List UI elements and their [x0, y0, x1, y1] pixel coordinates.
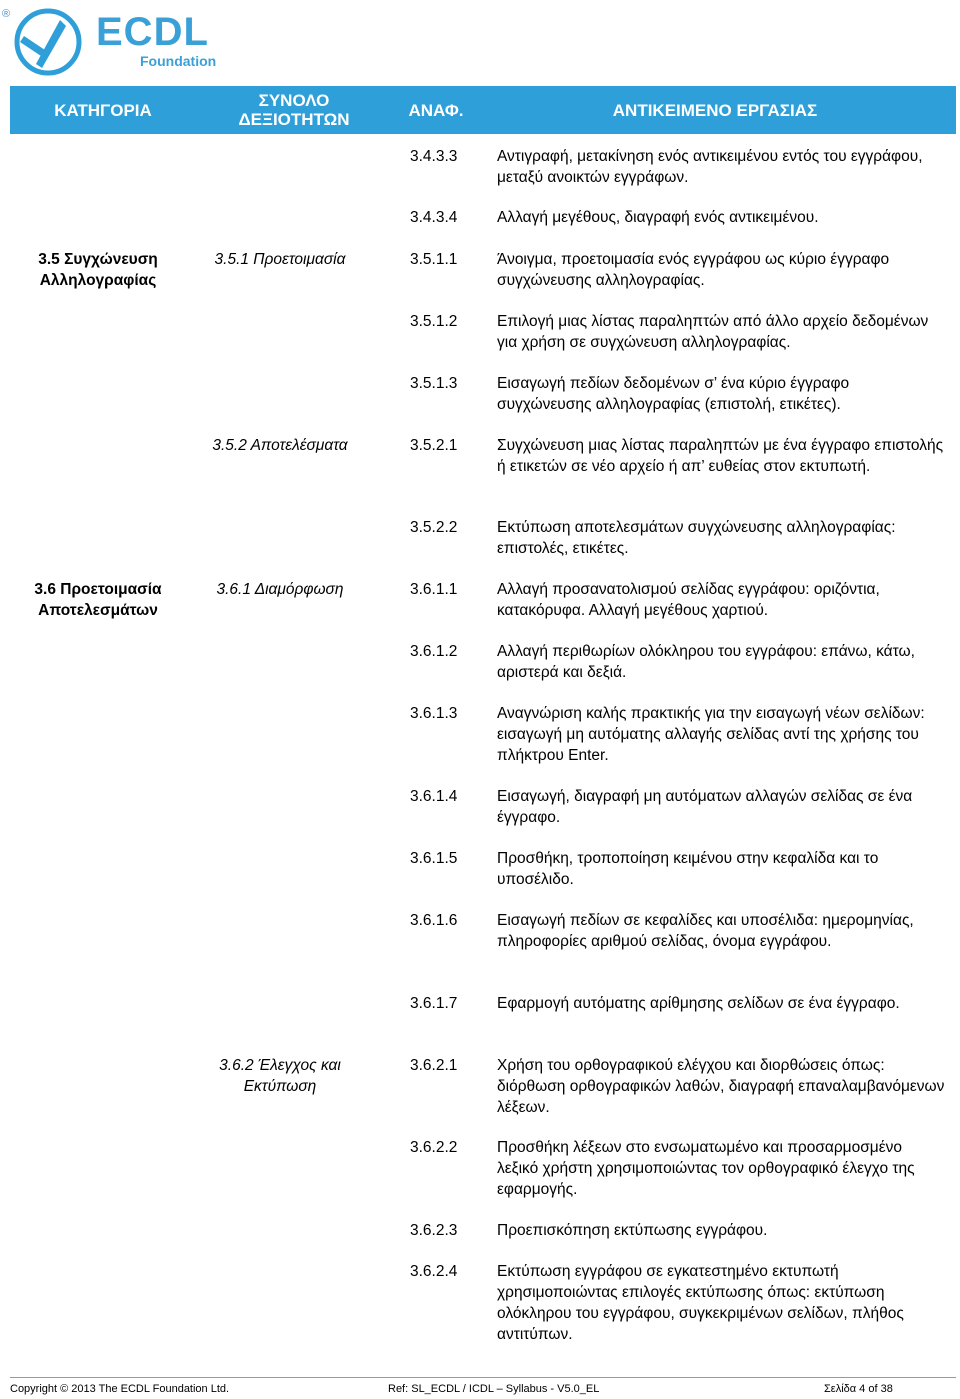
header-ref: ΑΝΑΦ. — [408, 100, 464, 120]
logo-wordmark: ECDL — [96, 10, 209, 54]
row-task: Προσθήκη λέξεων στο ενσωματωμένο και προσαρμοσμένο λεξικό χρήστη χρησιμοποιώντας τον ορθογραφικό έλεγχο της εφαρμογής. — [497, 1139, 915, 1198]
row-task: Εφαρμογή αυτόματης αρίθμησης σελίδων σε ένα έγγραφο. — [497, 995, 900, 1012]
row-ref: 3.5.1.1 — [410, 251, 458, 268]
row-task: Επιλογή μιας λίστας παραληπτών από άλλο αρχείο δεδομένων για χρήση σε συγχώνευση αλληλογραφίας. — [497, 313, 929, 351]
row-skillset: 3.6.2 Έλεγχος και Εκτύπωση — [219, 1057, 341, 1095]
row-ref: 3.6.2.3 — [410, 1222, 458, 1239]
logo-subtitle: Foundation — [140, 53, 217, 69]
row-ref: 3.6.1.4 — [410, 788, 458, 805]
registered-mark: ® — [2, 8, 11, 20]
row-ref: 3.6.1.5 — [410, 850, 458, 867]
row-ref: 3.5.1.3 — [410, 375, 458, 392]
row-ref: 3.4.3.3 — [410, 148, 458, 165]
row-task: Χρήση του ορθογραφικού ελέγχου και διορθώσεις όπως: διόρθωση ορθογραφικών λαθών, διαγραφή επαναλαμβανόμενων λέξεων. — [497, 1057, 945, 1116]
header-category: ΚΑΤΗΓΟΡΙΑ — [54, 100, 152, 120]
row-skillset: 3.6.1 Διαμόρφωση — [216, 581, 344, 598]
row-ref: 3.5.1.2 — [410, 313, 458, 330]
row-task: Προσθήκη, τροποποίηση κειμένου στην κεφαλίδα και το υποσέλιδο. — [497, 850, 879, 888]
row-task: Συγχώνευση μιας λίστας παραληπτών με ένα έγγραφο επιστολής ή ετικετών σε νέο αρχείο ή απ’ ευθείας στον εκτυπωτή. — [497, 437, 944, 475]
row-task: Εκτύπωση αποτελεσμάτων συγχώνευσης αλληλογραφίας: επιστολές, ετικέτες. — [497, 519, 896, 557]
table-header — [10, 86, 956, 134]
row-task: Αντιγραφή, μετακίνηση ενός αντικειμένου εντός του εγγράφου, μεταξύ ανοικτών εγγράφων. — [497, 148, 923, 186]
row-task: Αλλαγή προσανατολισμού σελίδας εγγράφου: οριζόντια, κατακόρυφα. Αλλαγή μεγέθους χαρτιού. — [497, 581, 880, 619]
ecdl-logo-icon — [10, 6, 90, 78]
footer-page: Σελίδα 4 of 38 — [824, 1383, 893, 1395]
row-ref: 3.6.1.1 — [410, 581, 458, 598]
row-ref: 3.5.2.2 — [410, 519, 458, 536]
row-task: Αναγνώριση καλής πρακτικής για την εισαγωγή νέων σελίδων: εισαγωγή μη αυτόματης αλλαγής σελίδας αντί της χρήσης του πλήκτρου Enter. — [497, 705, 925, 764]
footer-copyright: Copyright © 2013 The ECDL Foundation Ltd. — [10, 1383, 230, 1395]
row-ref: 3.6.1.7 — [410, 995, 458, 1012]
row-task: Εισαγωγή, διαγραφή μη αυτόματων αλλαγών σελίδας σε ένα έγγραφο. — [497, 788, 913, 826]
row-ref: 3.6.2.1 — [410, 1057, 458, 1074]
row-ref: 3.6.2.2 — [410, 1139, 458, 1156]
row-task: Άνοιγμα, προετοιμασία ενός εγγράφου ως κύριο έγγραφο συγχώνευσης αλληλογραφίας. — [497, 251, 890, 289]
page-footer — [10, 1377, 956, 1399]
row-task: Εκτύπωση εγγράφου σε εγκατεστημένο εκτυπωτή χρησιμοποιώντας επιλογές εκτύπωσης όπως: εκτύπωση ολόκληρου του εγγράφου, συγκεκριμένων σελίδων, πλήθος αντιτύπων. — [497, 1263, 904, 1343]
row-ref: 3.6.1.6 — [410, 912, 458, 929]
row-category: 3.6 Προετοιμασία Αποτελεσμάτων — [34, 581, 162, 619]
row-ref: 3.6.2.4 — [410, 1263, 458, 1280]
row-skillset: 3.5.1 Προετοιμασία — [214, 251, 346, 268]
row-task: Εισαγωγή πεδίων δεδομένων σ’ ένα κύριο έγγραφο συγχώνευσης αλληλογραφίας (επιστολή, ετικέτες). — [497, 375, 850, 413]
row-skillset: 3.5.2 Αποτελέσματα — [212, 437, 348, 454]
row-task: Εισαγωγή πεδίων σε κεφαλίδες και υποσέλιδα: ημερομηνίας, πληροφορίες αριθμού σελίδας, όνομα εγγράφου. — [497, 912, 914, 950]
row-category: 3.5 Συγχώνευση Αλληλογραφίας — [38, 251, 158, 289]
row-task: Αλλαγή περιθωρίων ολόκληρου του εγγράφου: επάνω, κάτω, αριστερά και δεξιά. — [497, 643, 915, 681]
header-skillset: ΣΥΝΟΛΟ ΔΕΞΙΟΤΗΤΩΝ — [238, 91, 350, 129]
row-task: Προεπισκόπηση εκτύπωσης εγγράφου. — [497, 1222, 768, 1239]
footer-reference: Ref: SL_ECDL / ICDL – Syllabus - V5.0_EL — [388, 1383, 600, 1395]
header-task: ΑΝΤΙΚΕΙΜΕΝΟ ΕΡΓΑΣΙΑΣ — [612, 100, 818, 120]
row-ref: 3.6.1.2 — [410, 643, 458, 660]
row-ref: 3.5.2.1 — [410, 437, 458, 454]
ecdl-logo — [0, 0, 260, 82]
row-ref: 3.4.3.4 — [410, 209, 458, 226]
row-ref: 3.6.1.3 — [410, 705, 458, 722]
row-task: Αλλαγή μεγέθους, διαγραφή ενός αντικειμένου. — [497, 209, 819, 226]
